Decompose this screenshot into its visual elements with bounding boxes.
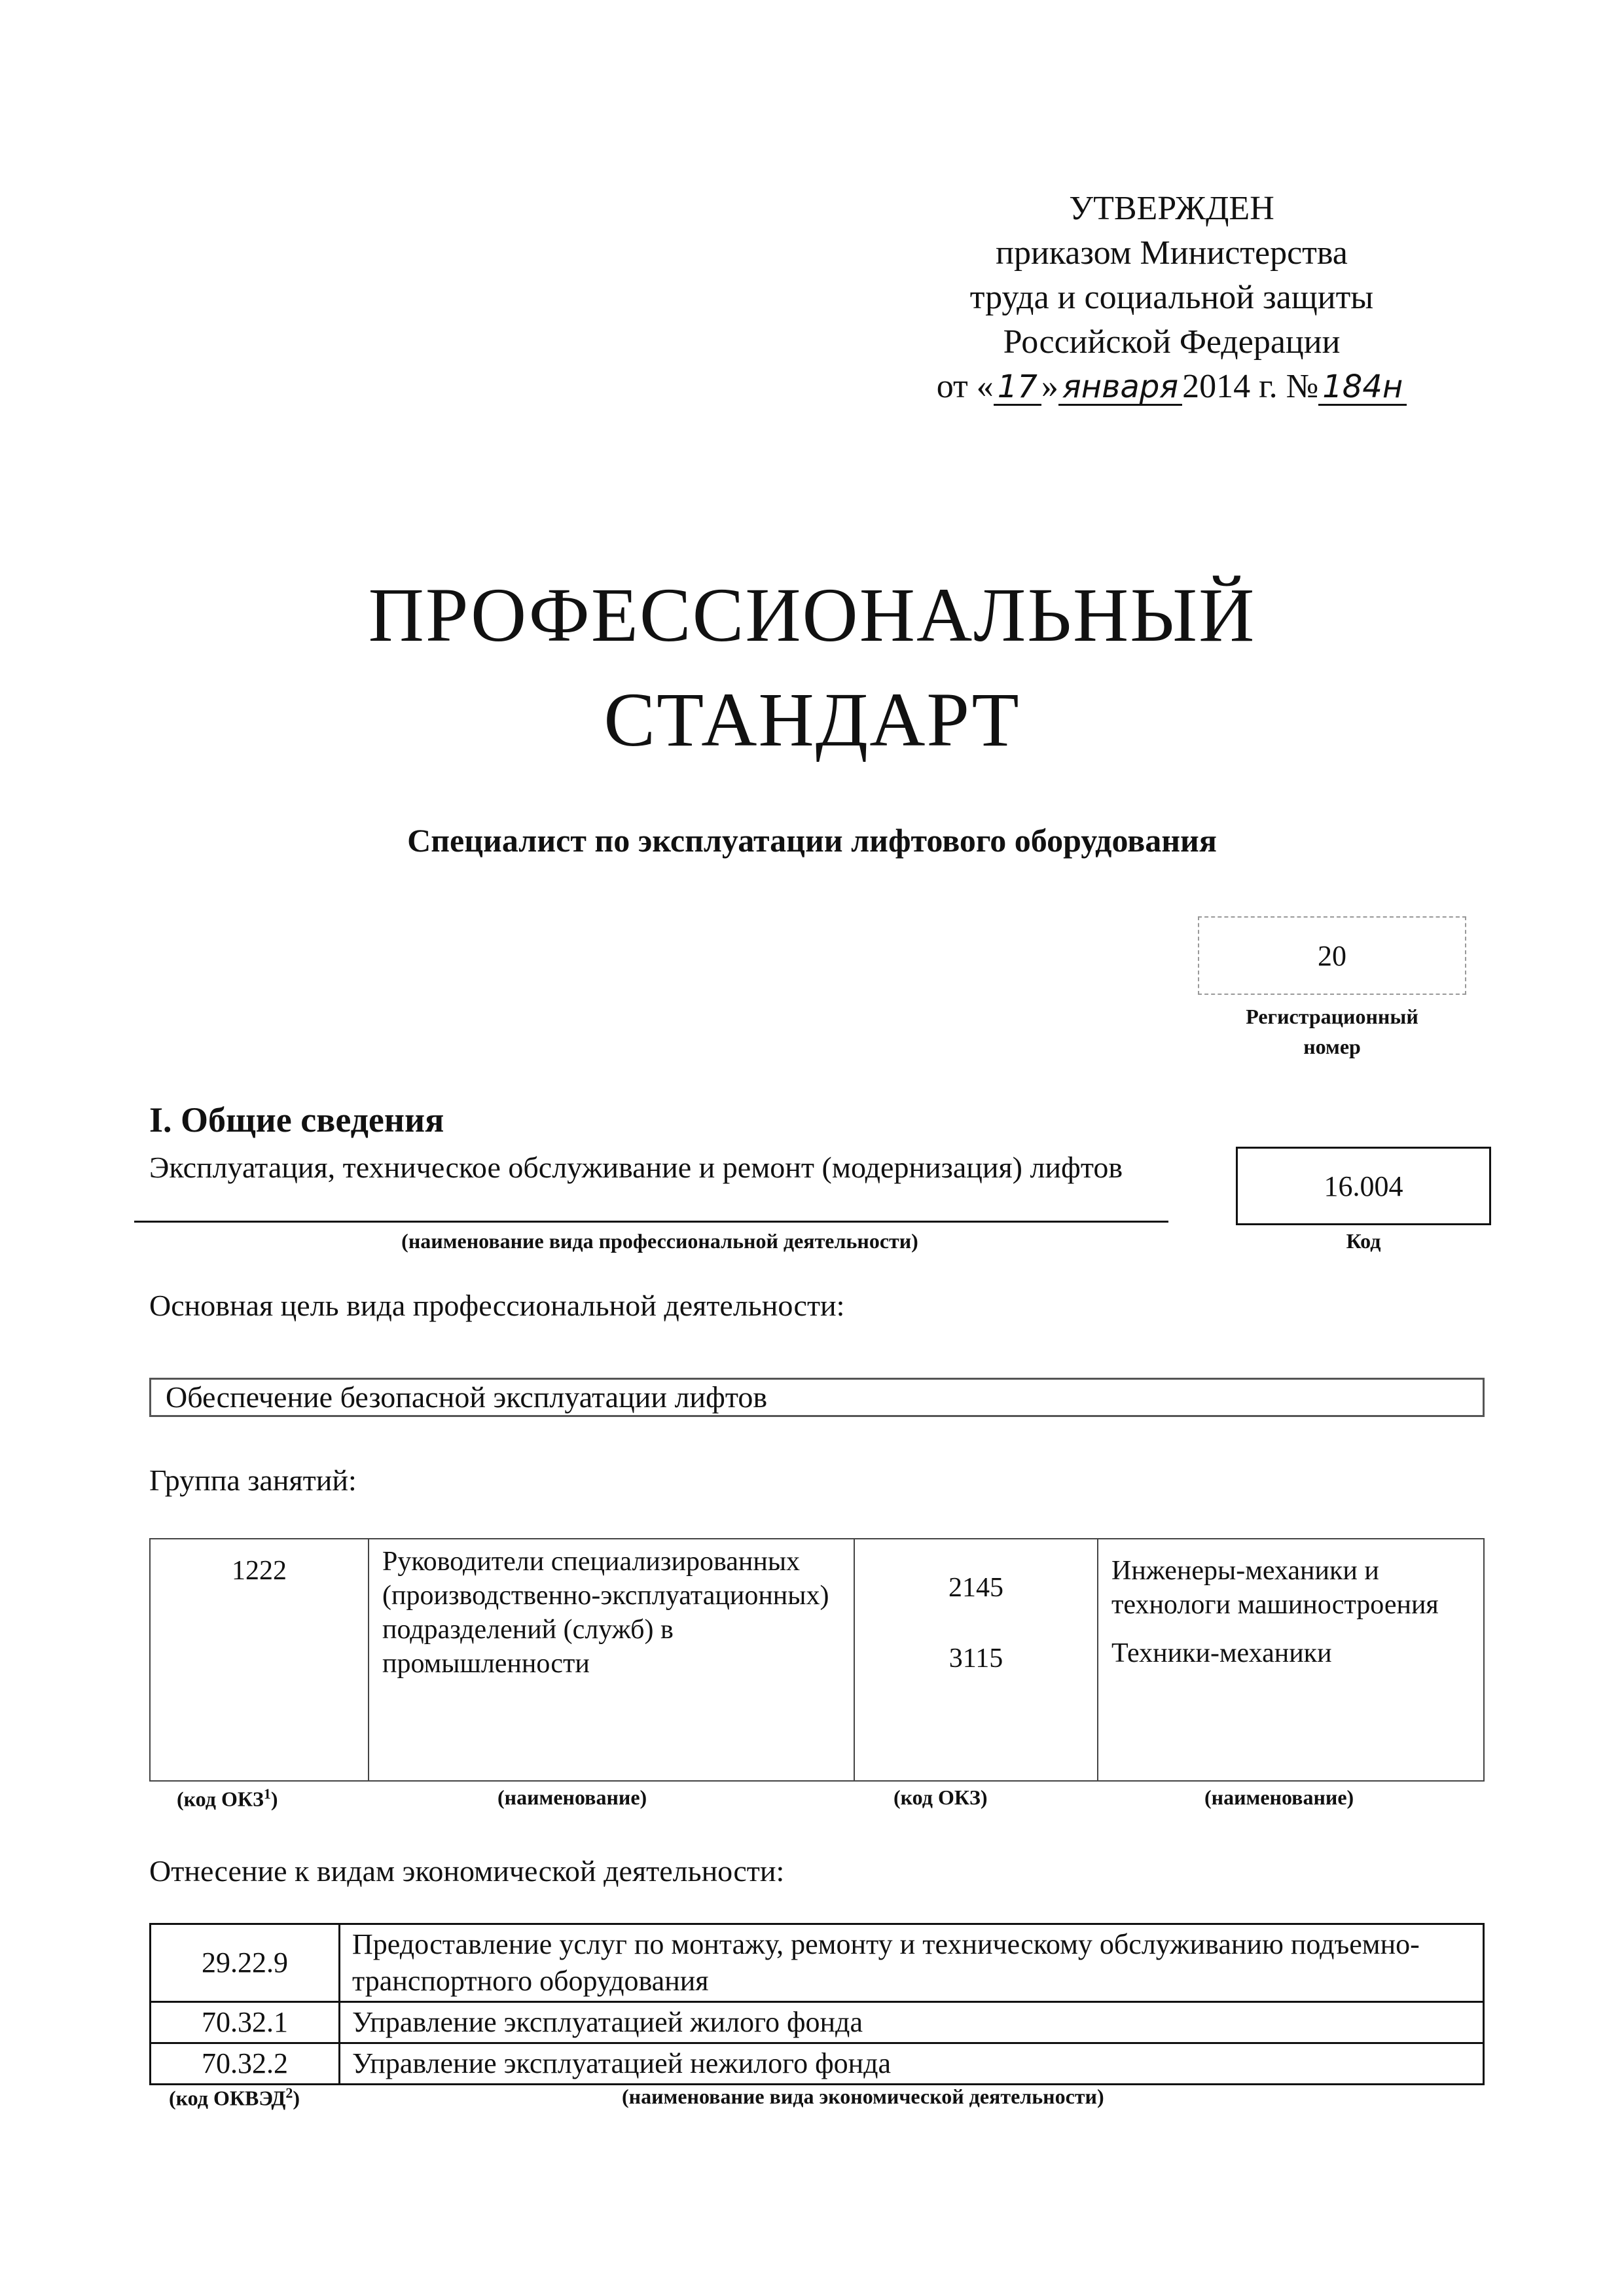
approval-date-line (903, 365, 1440, 409)
registration-caption-line1: Регистрационный (1246, 1005, 1418, 1028)
table-row (151, 1924, 1484, 2002)
name-caption-2: (наименование) (1204, 1785, 1354, 1809)
occupation-code-cell (150, 1539, 369, 1781)
caption-text: (код ОКВЭД (169, 2086, 286, 2110)
date-year: 2014 г. № (1182, 368, 1319, 405)
okved-code: 29.22.9 (151, 1924, 340, 2002)
registration-caption-line2: номер (1303, 1035, 1361, 1058)
approval-line3: труда и социальной защиты (969, 279, 1374, 316)
caption-text: ) (270, 1787, 278, 1811)
approval-line1: УТВЕРЖДЕН (1069, 190, 1274, 227)
date-prefix: от « (936, 368, 994, 405)
activity-name: Эксплуатация, техническое обслуживание и ремонт (модернизация) лифтов (149, 1151, 1123, 1184)
section-heading: I. Общие сведения (149, 1100, 444, 1139)
handwritten-number: 184н (1318, 370, 1407, 406)
okz-code-caption (177, 1785, 278, 1812)
registration-number: 20 (1318, 939, 1346, 972)
occupation-code: 2145 (948, 1573, 1003, 1603)
name-caption: (наименование) (497, 1785, 647, 1809)
economic-name-caption: (наименование вида экономической деятельности) (622, 2085, 1104, 2108)
goal-label: Основная цель вида профессиональной деятельности: (149, 1289, 845, 1322)
activity-underline (134, 1221, 1168, 1223)
okz-code-caption-2: (код ОКЗ) (893, 1785, 988, 1809)
occupation-group-label: Группа занятий: (149, 1463, 357, 1497)
title-line1: ПРОФЕССИОНАЛЬНЫЙ (368, 572, 1256, 658)
occupation-name-cell (369, 1539, 854, 1781)
activity-caption: (наименование вида профессиональной деятельности) (401, 1229, 918, 1253)
registration-caption (1198, 1001, 1466, 1062)
table-row (151, 2043, 1484, 2085)
date-mid: » (1041, 368, 1058, 405)
okved-code-caption (169, 2085, 300, 2111)
okved-code: 70.32.2 (151, 2043, 340, 2085)
occupations-table (149, 1538, 1485, 1782)
activity-code: 16.004 (1324, 1170, 1403, 1202)
okved-name: Управление эксплуатацией жилого фонда (340, 2002, 1484, 2043)
occupation-name: Инженеры-механики и технологи машиностроения (1111, 1556, 1439, 1620)
approval-stamp (903, 187, 1440, 409)
approval-line4: Российской Федерации (1003, 323, 1341, 361)
occupation-name: Техники-механики (1111, 1638, 1332, 1668)
table-row (150, 1539, 1484, 1781)
caption-text: (код ОКЗ (177, 1787, 264, 1811)
title-line2: СТАНДАРТ (604, 677, 1020, 762)
okved-name: Предоставление услуг по монтажу, ремонту и техническому обслуживанию подъемно-транспортного оборудования (340, 1924, 1484, 2002)
code-caption: Код (1346, 1229, 1381, 1253)
occupation-name: Руководители специализированных (производственно-эксплуатационных) подразделений (служб) в промышленности (382, 1547, 829, 1679)
occupation-codes-cell (854, 1539, 1098, 1781)
standard-name: Специалист по эксплуатации лифтового оборудования (407, 822, 1217, 859)
approval-line2: приказом Министерства (996, 234, 1348, 272)
occupation-code: 3115 (948, 1643, 1003, 1674)
occupation-code: 1222 (232, 1556, 287, 1586)
activity-code-box (1236, 1147, 1491, 1225)
footnote-mark: 2 (285, 2085, 293, 2101)
occupation-names-cell (1098, 1539, 1484, 1781)
economic-activities-label: Отнесение к видам экономической деятельности: (149, 1854, 785, 1888)
table-row (151, 2002, 1484, 2043)
goal-text: Обеспечение безопасной эксплуатации лифтов (166, 1380, 768, 1414)
okved-name: Управление эксплуатацией нежилого фонда (340, 2043, 1484, 2085)
registration-number-box (1198, 916, 1466, 995)
footnote-mark: 1 (263, 1785, 271, 1802)
handwritten-day: 17 (994, 370, 1041, 406)
caption-text: ) (293, 2086, 300, 2110)
okved-code: 70.32.1 (151, 2002, 340, 2043)
document-title (0, 563, 1624, 772)
economic-activities-table (149, 1923, 1485, 2085)
handwritten-month: января (1058, 370, 1182, 406)
goal-box (149, 1378, 1485, 1417)
